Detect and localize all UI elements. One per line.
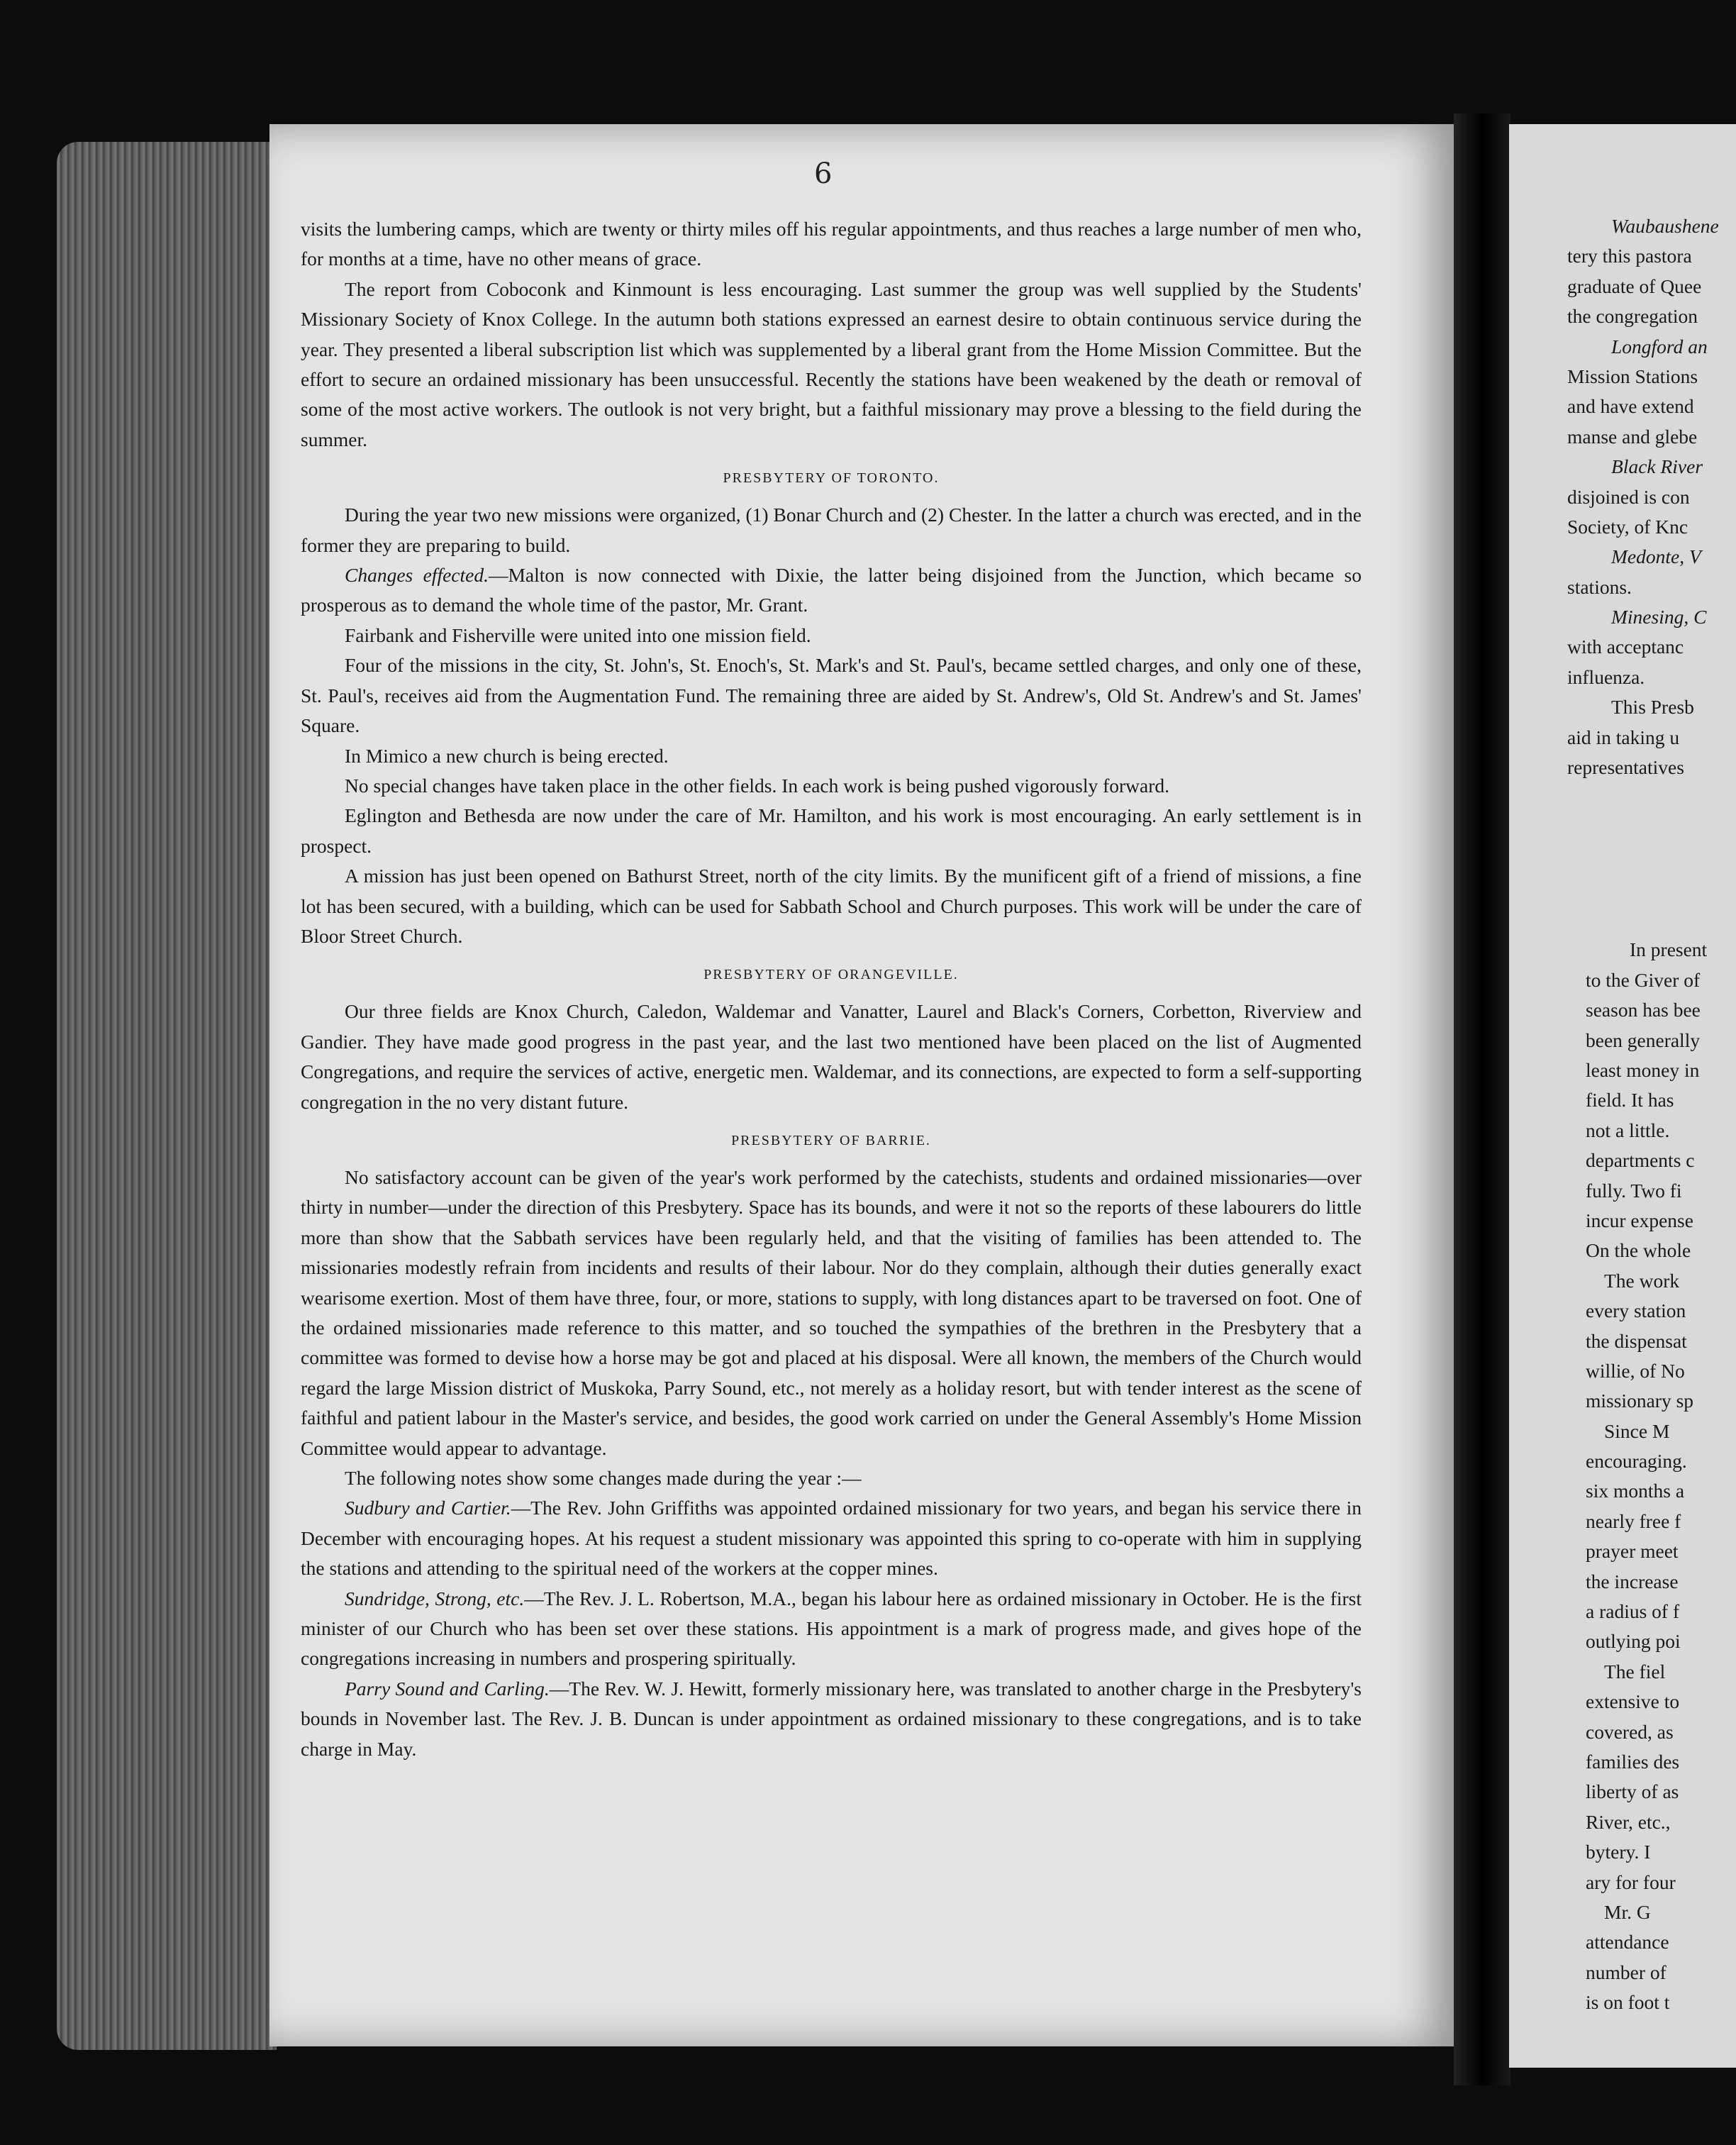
right-line: the dispensat <box>1586 1329 1687 1352</box>
right-line: prayer meet <box>1586 1540 1679 1563</box>
right-line: The fiel <box>1604 1660 1666 1683</box>
right-line: ary for four <box>1586 1870 1676 1893</box>
toronto-changes-paragraph <box>301 560 1362 621</box>
right-line: a radius of f <box>1586 1600 1680 1623</box>
changes-label: Changes effected. <box>345 564 489 587</box>
right-line: Medonte, V <box>1611 545 1701 568</box>
sudbury-text: —The Rev. John Griffiths was appointed ordained missionary for two years, and began his service there in December with encouraging hopes. At his request a student missionary was appointed this spring to co-operate with him in supplying the stations and attending to the spiritual need of the workers at the copper mines. <box>301 1497 1362 1580</box>
sundridge-label: Sundridge, Strong, etc. <box>345 1587 525 1609</box>
right-line: bytery. I <box>1586 1841 1651 1863</box>
parry-sound-text: —The Rev. W. J. Hewitt, formerly missionary here, was translated to another charge in the Presbytery's bounds in November last. The Rev. J. B. Duncan is under appointment as ordained missionary to these congregations, and is to take charge in May. <box>301 1677 1362 1760</box>
sudbury-label: Sudbury and Cartier. <box>345 1497 511 1519</box>
right-line: disjoined is con <box>1567 485 1690 508</box>
right-line: representatives <box>1567 756 1684 779</box>
right-line: extensive to <box>1586 1690 1680 1713</box>
changes-text: —Malton is now connected with Dixie, the latter being disjoined from the Junction, which became so prosperous as to demand the whole time of the pastor, Mr. Grant. <box>301 564 1362 616</box>
left-page-text <box>301 214 1362 1764</box>
right-line: Longford an <box>1611 335 1708 358</box>
orangeville-heading: PRESBYTERY OF ORANGEVILLE. <box>703 967 959 983</box>
right-line: River, etc., <box>1586 1810 1671 1833</box>
right-line: encouraging. <box>1586 1450 1687 1473</box>
right-line: Waubaushene <box>1611 215 1719 237</box>
right-line: Black River <box>1611 455 1703 478</box>
right-line: and have extend <box>1567 395 1694 418</box>
barrie-paragraph-1: No satisfactory account can be given of the year's work performed by the catechists, students and ordained missionaries—over thirty in number—under the direction of this Presbytery. Space has its bounds, and were it not so the reports of these labourers do little more than show that the Sabbath services have been regularly held, and that the visiting of families has been attended to. The missionaries modestly refrain from incidents and results of their labour. Nor do they complain, although their duties generally exact wearisome exertion. Most of them have three, four, or more, stations to supply, with long distances apart to be traversed on foot. One of the ordained missionaries made reference to this matter, and so touched the sympathies of the brethren in the Presbytery that a committee was formed to devise how a horse may be got and placed at his disposal. Were all known, the members of the Church would regard the large Mission district of Muskoka, Parry Sound, etc., not merely as a holiday resort, but with tender interest as the scene of faithful and patient labour in the Master's service, and besides, the good work carried on under the General Assembly's Home Mission Committee would appear to advantage. <box>301 1165 1362 1459</box>
book-page-edges <box>57 142 277 2050</box>
toronto-paragraph-1: During the year two new missions were organized, (1) Bonar Church and (2) Chester. In the latter a church was erected, and in the former they are preparing to build. <box>301 504 1362 556</box>
toronto-paragraph-3: Fairbank and Fisherville were united into one mission field. <box>345 623 811 646</box>
parry-sound-label: Parry Sound and Carling. <box>345 1677 550 1700</box>
right-line: six months a <box>1586 1480 1685 1502</box>
right-line: manse and glebe <box>1567 425 1698 448</box>
right-line: stations. <box>1567 575 1632 598</box>
right-line: Since M <box>1604 1419 1670 1442</box>
book-gutter <box>1454 113 1510 2085</box>
toronto-paragraph-8: A mission has just been opened on Bathurst Street, north of the city limits. By the munificent gift of a friend of missions, a fine lot has been secured, with a building, which can be used for Sabbath School and Church purposes. This work will be under the care of Bloor Street Church. <box>301 865 1362 947</box>
right-line: departments c <box>1586 1149 1695 1172</box>
right-page-text <box>1567 211 1736 2017</box>
right-line: the congregation <box>1567 305 1698 328</box>
sudbury-paragraph <box>301 1493 1362 1583</box>
parry-sound-paragraph <box>301 1674 1362 1764</box>
right-line: graduate of Quee <box>1567 275 1702 297</box>
right-line: incur expense <box>1586 1209 1693 1231</box>
right-line: On the whole <box>1586 1239 1691 1262</box>
page-number: 6 <box>814 157 833 190</box>
right-line: Mr. G <box>1604 1900 1651 1923</box>
coboconk-paragraph: The report from Coboconk and Kinmount is less encouraging. Last summer the group was well supplied by the Students' Missionary Society of Knox College. In the autumn both stations expressed an earnest desire to obtain continuous service during the year. They presented a liberal subscription list which was supplemented by a liberal grant from the Home Mission Committee. But the effort to secure an ordained missionary has been unsuccessful. Recently the stations have been weakened by the death or removal of some of the most active workers. The outlook is not very bright, but a faithful missionary may prove a blessing to the field during the summer. <box>301 277 1362 450</box>
toronto-paragraph-5: In Mimico a new church is being erected. <box>345 744 669 767</box>
barrie-paragraph-2: The following notes show some changes made during the year :— <box>345 1467 862 1490</box>
right-line: season has bee <box>1586 999 1701 1021</box>
right-line: In present <box>1630 938 1708 961</box>
orangeville-paragraph-1: Our three fields are Knox Church, Caledon, Waldemar and Vanatter, Laurel and Black's Corners, Corbetton, Riverview and Gandier. They have made good progress in the past year, and the last two mentioned have been placed on the list of Augmented Congregations, and require the services of active, energetic men. Waldemar, and its connections, are expected to form a self-supporting congregation in the no very distant future. <box>301 1000 1362 1113</box>
right-line: been generally <box>1586 1029 1701 1051</box>
right-line: nearly free f <box>1586 1509 1681 1532</box>
barrie-heading: PRESBYTERY OF BARRIE. <box>731 1132 931 1148</box>
right-line: The work <box>1604 1269 1680 1292</box>
right-line: with acceptanc <box>1567 636 1684 658</box>
right-line: the increase <box>1586 1570 1679 1592</box>
right-line: field. It has <box>1586 1089 1674 1112</box>
right-line: not a little. <box>1586 1119 1670 1141</box>
right-line: attendance <box>1586 1931 1669 1953</box>
right-line: aid in taking u <box>1567 726 1680 748</box>
right-line: tery this pastora <box>1567 245 1692 267</box>
sundridge-text: —The Rev. J. L. Robertson, M.A., began his labour here as ordained missionary in October. He is the first minister of our Church who has been set over these stations. His appointment is a mark of progress made, and gives hope of the congregations increasing in numbers and prospering spiritually. <box>301 1587 1362 1670</box>
right-line: outlying poi <box>1586 1630 1681 1653</box>
right-line: to the Giver of <box>1586 968 1701 991</box>
right-line: least money in <box>1586 1058 1700 1081</box>
toronto-paragraph-4: Four of the missions in the city, St. John's, St. Enoch's, St. Mark's and St. Paul's, became settled charges, and only one of these, St. Paul's, receives aid from the Augmentation Fund. The remaining three are aided by St. Andrew's, Old St. Andrew's and St. James' Square. <box>301 654 1362 737</box>
right-line: Mission Stations <box>1567 365 1698 387</box>
right-line: every station <box>1586 1299 1686 1322</box>
right-line: Society, of Knc <box>1567 515 1688 538</box>
right-line: This Presb <box>1611 696 1694 719</box>
toronto-paragraph-7: Eglington and Bethesda are now under the care of Mr. Hamilton, and his work is most encouraging. An early settlement is in prospect. <box>301 804 1362 857</box>
right-line: is on foot t <box>1586 1991 1670 2014</box>
right-line: fully. Two fi <box>1586 1179 1682 1202</box>
right-section-gap <box>1567 782 1736 935</box>
sundridge-paragraph <box>301 1584 1362 1674</box>
right-line: influenza. <box>1567 665 1645 688</box>
toronto-heading: PRESBYTERY OF TORONTO. <box>723 470 940 487</box>
right-line: willie, of No <box>1586 1359 1685 1382</box>
right-line: covered, as <box>1586 1720 1674 1743</box>
right-line: liberty of as <box>1586 1780 1679 1803</box>
right-line: Minesing, C <box>1611 606 1707 628</box>
right-line: number of <box>1586 1961 1667 1983</box>
toronto-paragraph-6: No special changes have taken place in the other fields. In each work is being pushed vigorously forward. <box>345 774 1170 797</box>
right-line: families des <box>1586 1750 1680 1773</box>
intro-paragraph: visits the lumbering camps, which are twenty or thirty miles off his regular appointments, and thus reaches a large number of men who, for months at a time, have no other means of grace. <box>301 218 1362 270</box>
right-line: missionary sp <box>1586 1390 1694 1412</box>
